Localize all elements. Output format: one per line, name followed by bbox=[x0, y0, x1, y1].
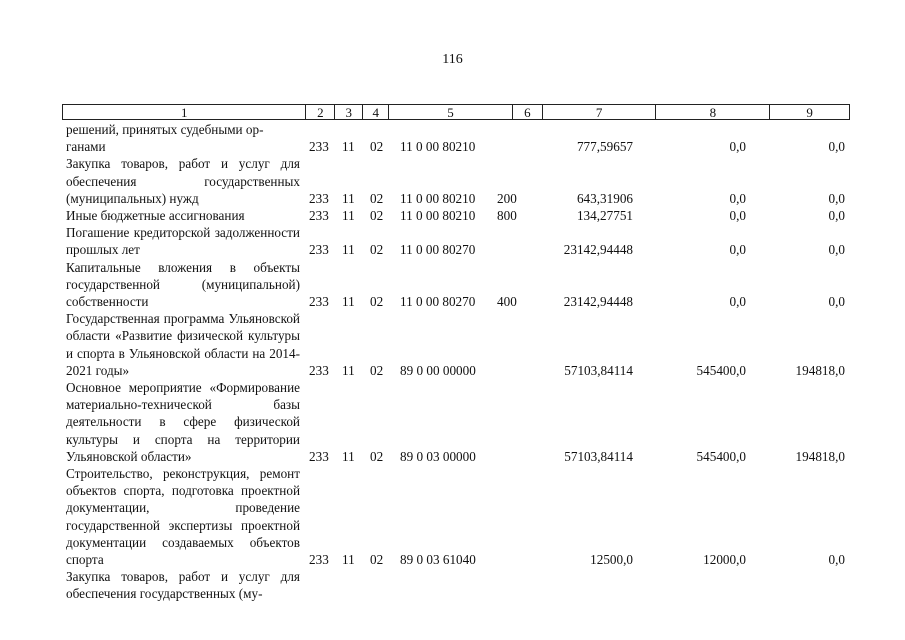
cell-section: 11 bbox=[342, 362, 355, 378]
cell-amount-col8: 545400,0 bbox=[696, 362, 746, 378]
cell-amount-col7: 777,59657 bbox=[576, 139, 633, 155]
cell-amount-col8: 545400,0 bbox=[696, 448, 746, 464]
cell-subsection: 02 bbox=[370, 448, 384, 464]
cell-section: 11 bbox=[342, 293, 355, 309]
cell-amount-col9: 0,0 bbox=[828, 242, 845, 258]
cell-amount-col8: 0,0 bbox=[729, 242, 746, 258]
cell-subsection: 02 bbox=[370, 139, 384, 155]
header-col-5: 5 bbox=[389, 105, 513, 119]
table-row bbox=[0, 155, 905, 207]
cell-amount-col8: 12000,0 bbox=[703, 551, 746, 567]
cell-subsection: 02 bbox=[370, 242, 384, 258]
cell-section: 11 bbox=[342, 207, 355, 223]
cell-amount-col7: 12500,0 bbox=[590, 551, 633, 567]
cell-subsection: 02 bbox=[370, 551, 384, 567]
row-description: Государственная программа Ульяновской области «Развитие физической культуры и спорта в Ульяновской области на 2014-2021 годы» bbox=[66, 311, 300, 378]
cell-amount-col7: 57103,84114 bbox=[564, 362, 633, 378]
header-col-4: 4 bbox=[363, 105, 389, 119]
cell-target-article: 89 0 00 00000 bbox=[400, 362, 476, 378]
cell-amount-col7: 23142,94448 bbox=[563, 242, 633, 258]
table-body bbox=[0, 121, 905, 603]
cell-section: 11 bbox=[342, 242, 355, 258]
cell-section: 11 bbox=[342, 551, 355, 567]
cell-ved: 233 bbox=[309, 551, 329, 567]
table-row bbox=[0, 207, 905, 224]
row-description: Закупка товаров, работ и услуг для обеспечения государственных (му- bbox=[66, 569, 300, 602]
cell-expense-type: 400 bbox=[497, 293, 517, 309]
cell-subsection: 02 bbox=[370, 362, 384, 378]
cell-section: 11 bbox=[342, 139, 355, 155]
cell-target-article: 11 0 00 80210 bbox=[400, 190, 476, 206]
cell-expense-type: 200 bbox=[497, 190, 517, 206]
cell-ved: 233 bbox=[309, 242, 329, 258]
cell-ved: 233 bbox=[309, 139, 329, 155]
table-row bbox=[0, 379, 905, 465]
cell-ved: 233 bbox=[309, 190, 329, 206]
table-row bbox=[0, 310, 905, 379]
cell-target-article: 89 0 03 00000 bbox=[400, 448, 476, 464]
cell-target-article: 11 0 00 80270 bbox=[400, 293, 476, 309]
row-description: решений, принятых судебными ор- ганами bbox=[66, 122, 264, 155]
cell-amount-col9: 194818,0 bbox=[795, 362, 845, 378]
header-col-2: 2 bbox=[306, 105, 335, 119]
cell-amount-col7: 57103,84114 bbox=[564, 448, 633, 464]
table-header bbox=[62, 104, 850, 120]
header-col-6: 6 bbox=[513, 105, 543, 119]
row-description: Капитальные вложения в объекты государственной (муниципальной) собственности bbox=[66, 259, 300, 309]
cell-amount-col8: 0,0 bbox=[729, 293, 746, 309]
cell-amount-col8: 0,0 bbox=[729, 139, 746, 155]
cell-amount-col9: 0,0 bbox=[828, 139, 845, 155]
cell-subsection: 02 bbox=[370, 293, 384, 309]
cell-amount-col7: 643,31906 bbox=[576, 190, 633, 206]
header-col-8: 8 bbox=[656, 105, 770, 119]
row-description: Строительство, реконструкция, ремонт объектов спорта, подготовка проектной документации, проведение государственной экспертизы проектной документации создаваемых объектов спорта bbox=[66, 465, 300, 567]
cell-amount-col7: 23142,94448 bbox=[563, 293, 633, 309]
table-row bbox=[0, 465, 905, 568]
cell-amount-col8: 0,0 bbox=[729, 207, 746, 223]
cell-ved: 233 bbox=[309, 207, 329, 223]
cell-target-article: 89 0 03 61040 bbox=[400, 551, 476, 567]
cell-subsection: 02 bbox=[370, 190, 384, 206]
cell-ved: 233 bbox=[309, 362, 329, 378]
cell-amount-col9: 0,0 bbox=[828, 190, 845, 206]
row-description: Погашение кредиторской задолженности прошлых лет bbox=[66, 225, 300, 258]
row-description: Закупка товаров, работ и услуг для обеспечения государственных (муниципальных) нужд bbox=[66, 156, 300, 206]
cell-amount-col9: 194818,0 bbox=[795, 448, 845, 464]
cell-target-article: 11 0 00 80210 bbox=[400, 139, 476, 155]
header-col-1: 1 bbox=[63, 105, 306, 119]
table-row bbox=[0, 224, 905, 258]
row-description: Основное мероприятие «Формирование материально-технической базы деятельности в сфере физической культуры и спорта на территории Ульяновской области» bbox=[66, 379, 300, 464]
page-number: 116 bbox=[442, 52, 463, 67]
cell-target-article: 11 0 00 80210 bbox=[400, 207, 476, 223]
table-row bbox=[0, 259, 905, 311]
table-row bbox=[0, 568, 905, 602]
cell-ved: 233 bbox=[309, 293, 329, 309]
header-col-3: 3 bbox=[335, 105, 363, 119]
cell-amount-col7: 134,27751 bbox=[576, 207, 633, 223]
table-row bbox=[0, 121, 905, 155]
cell-ved: 233 bbox=[309, 448, 329, 464]
cell-target-article: 11 0 00 80270 bbox=[400, 242, 476, 258]
cell-subsection: 02 bbox=[370, 207, 384, 223]
cell-amount-col9: 0,0 bbox=[828, 207, 845, 223]
cell-amount-col8: 0,0 bbox=[729, 190, 746, 206]
header-col-7: 7 bbox=[543, 105, 657, 119]
cell-expense-type: 800 bbox=[497, 207, 517, 223]
cell-section: 11 bbox=[342, 448, 355, 464]
header-col-9: 9 bbox=[806, 105, 813, 120]
cell-amount-col9: 0,0 bbox=[828, 551, 845, 567]
cell-section: 11 bbox=[342, 190, 355, 206]
cell-amount-col9: 0,0 bbox=[828, 293, 845, 309]
row-description: Иные бюджетные ассигнования bbox=[66, 207, 245, 223]
